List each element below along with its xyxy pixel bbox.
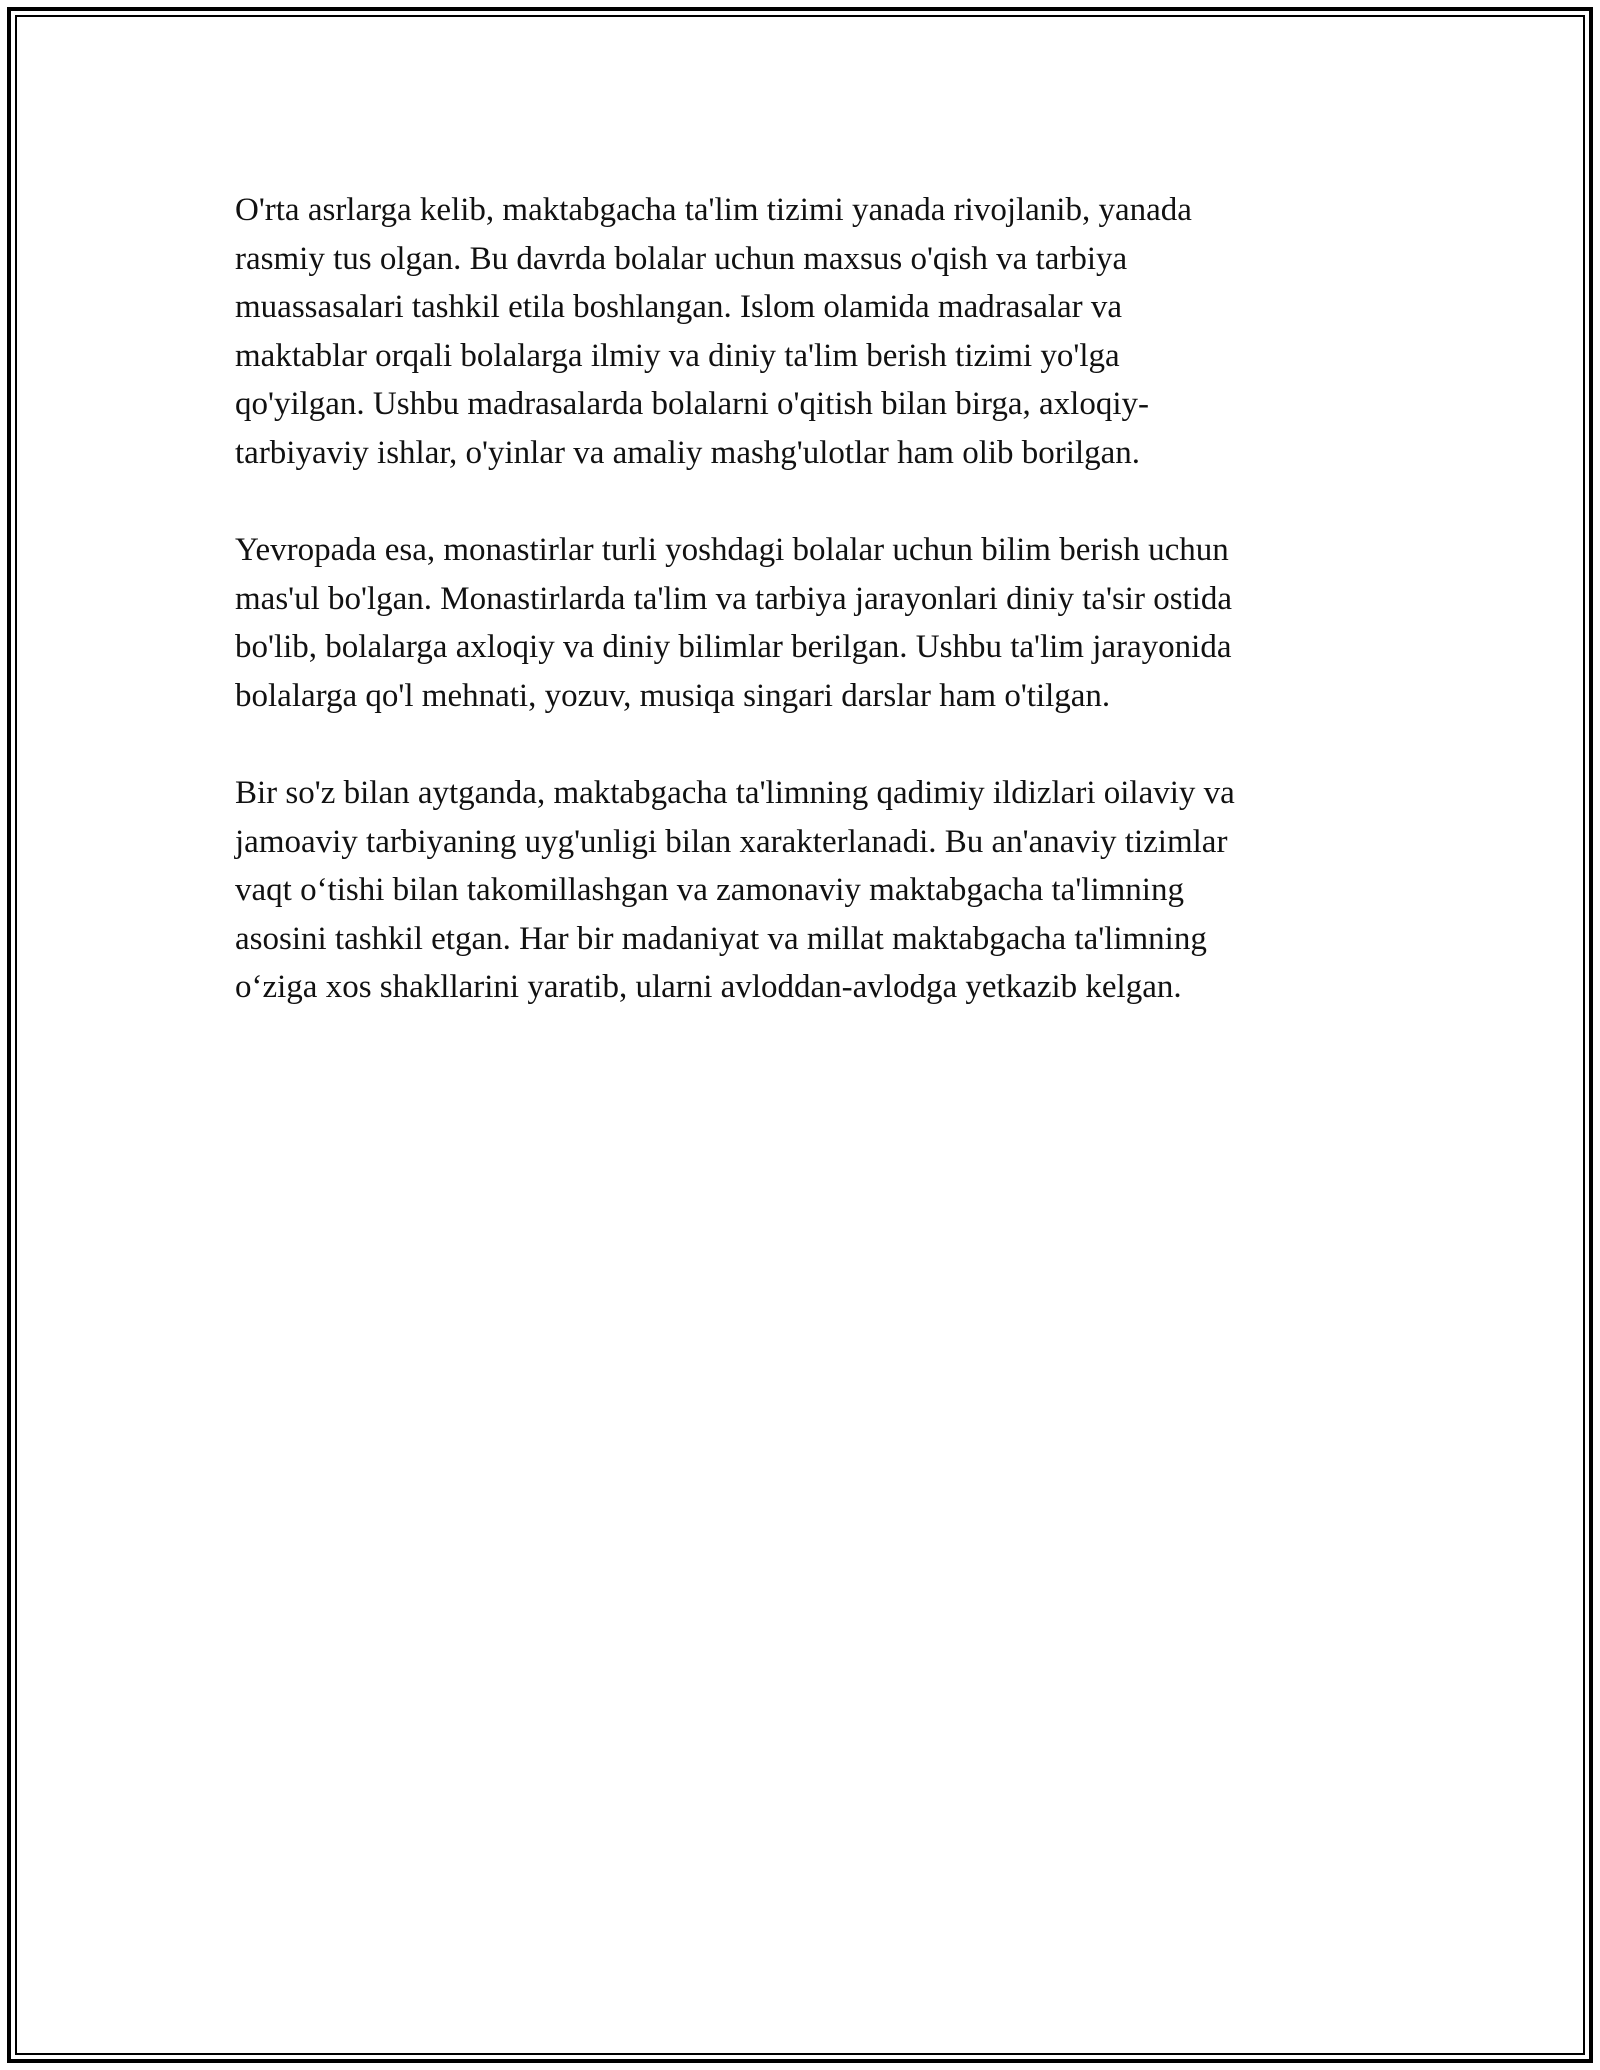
paragraph-conclusion: Bir so'z bilan aytganda, maktabgacha ta'limning qadimiy ildizlari oilaviy va jamoaviy tarbiyaning uyg'unligi bilan xarakterlanadi. Bu an'anaviy tizimlar vaqt o‘tishi bilan takomillashgan va zamonaviy maktabgacha ta'limning asosini tashkil etgan. Har bir madaniyat va millat maktabgacha ta'limning o‘ziga xos shakllarini yaratib, ularni avloddan-avlodga yetkazib kelgan. [235, 775, 1235, 1005]
paragraph-europe-monasteries: Yevropada esa, monastirlar turli yoshdagi bolalar uchun bilim berish uchun mas'ul bo'lgan. Monastirlarda ta'lim va tarbiya jarayonlari diniy ta'sir ostida bo'lib, bolalarga axloqiy va diniy bilimlar berilgan. Ushbu ta'lim jarayonida bolalarga qo'l mehnati, yozuv, musiqa singari darslar ham o'tilgan. [235, 532, 1233, 714]
document-body [235, 186, 1365, 1061]
paragraph-medieval-education: O'rta asrlarga kelib, maktabgacha ta'lim tizimi yanada rivojlanib, yanada rasmiy tus olgan. Bu davrda bolalar uchun maxsus o'qish va tarbiya muassasalari tashkil etila boshlangan. Islom olamida madrasalar va maktablar orqali bolalarga ilmiy va diniy ta'lim berish tizimi yo'lga qo'yilgan. Ushbu madrasalarda bolalarni o'qitish bilan birga, axloqiy- tarbiyaviy ishlar, o'yinlar va amaliy mashg'ulotlar ham olib borilgan. [235, 192, 1192, 471]
